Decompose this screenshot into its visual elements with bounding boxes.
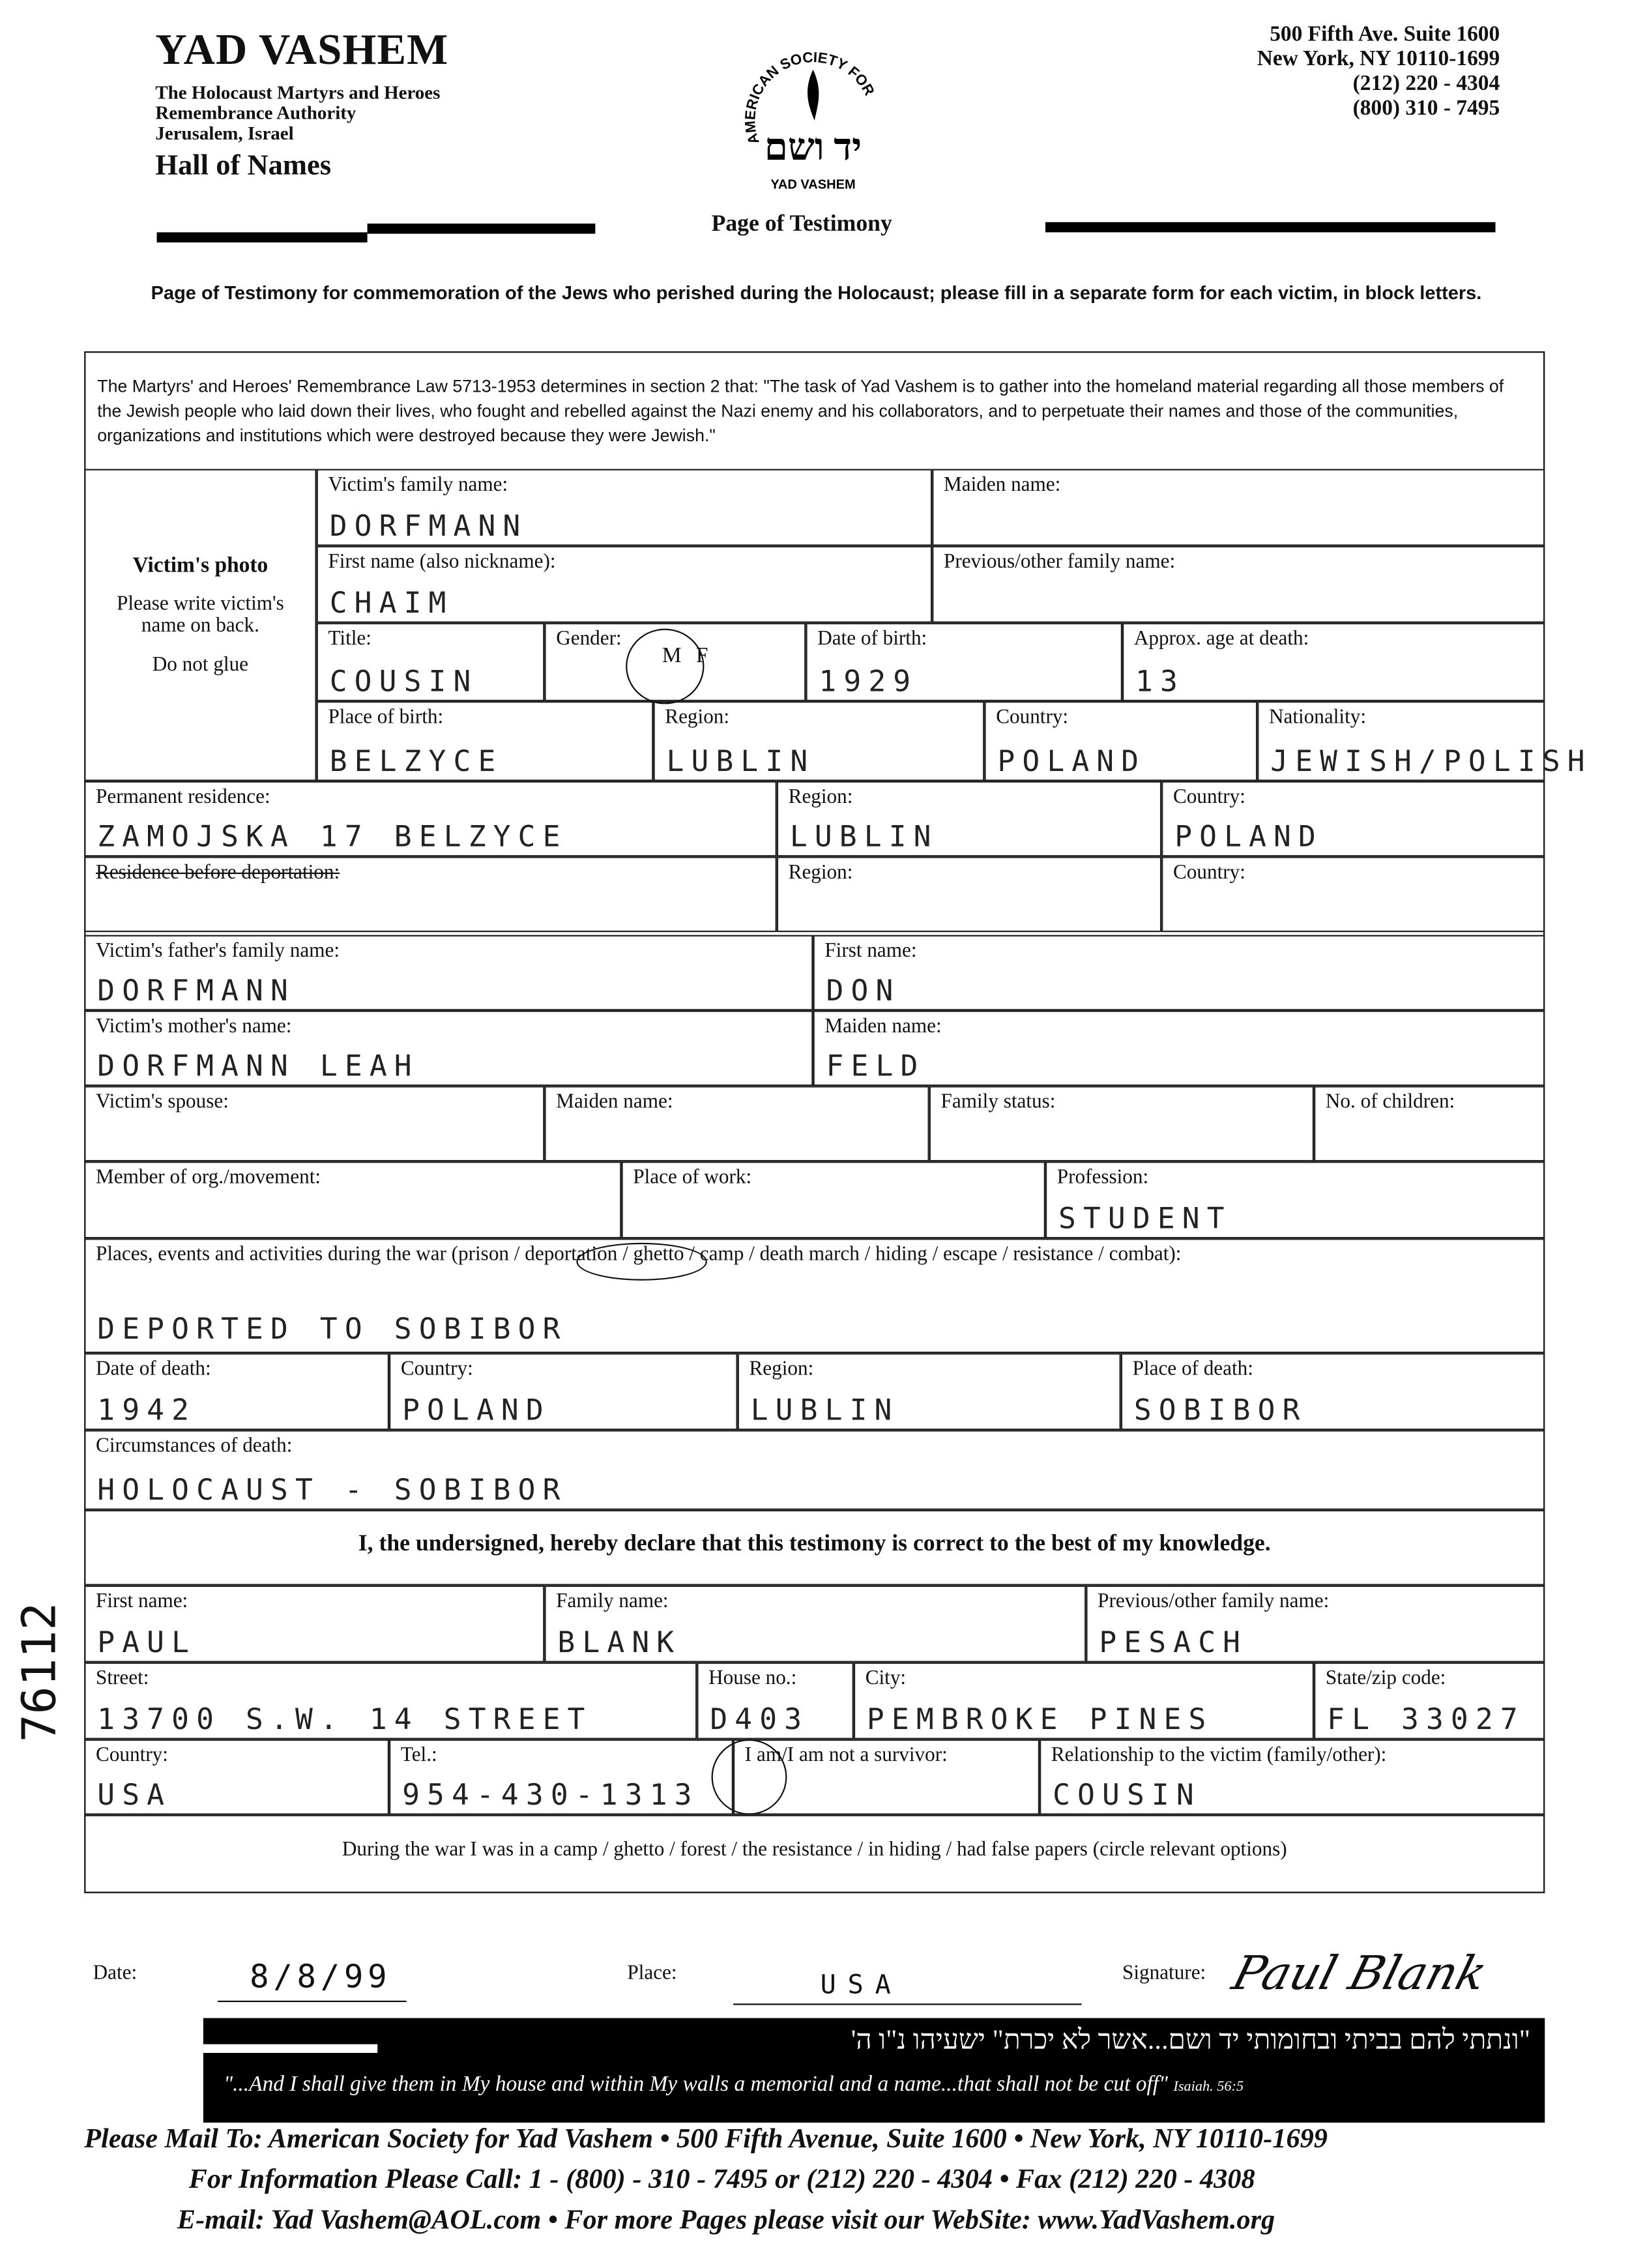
- first-label: First name:: [96, 1591, 188, 1613]
- spouse-label: Victim's spouse:: [96, 1092, 229, 1114]
- pob-region-value: LUBLIN: [666, 743, 815, 779]
- gender-circle-mark: [626, 629, 704, 705]
- city-label: City:: [865, 1668, 907, 1691]
- place-label: Place:: [627, 1962, 677, 1985]
- dob-field[interactable]: [806, 623, 1122, 701]
- father-family-value: DORFMANN: [97, 972, 295, 1008]
- profession-field[interactable]: [1045, 1161, 1545, 1238]
- father-first-field[interactable]: [813, 935, 1545, 1011]
- tel-value: 954-430-1313: [402, 1777, 699, 1812]
- work-field[interactable]: [621, 1161, 1045, 1238]
- dod-country-field[interactable]: [389, 1353, 738, 1430]
- place-line: [733, 2003, 1082, 2005]
- family-value: BLANK: [557, 1624, 682, 1660]
- spouse-field[interactable]: [84, 1086, 544, 1161]
- family-label: Family name:: [556, 1591, 669, 1613]
- rb-country-label: Country:: [1172, 862, 1245, 884]
- header-rule: [368, 224, 596, 234]
- places-label: Places, events and activities during the war (prison / deportation / ghetto / camp / death march / hiding / escape / resistance / combat):: [96, 1244, 1182, 1266]
- place-value[interactable]: USA: [820, 1970, 903, 2001]
- previous-name-field[interactable]: [932, 546, 1545, 623]
- declaration-field[interactable]: [84, 1510, 1545, 1586]
- first-name-label: First name (also nickname):: [328, 551, 556, 574]
- work-label: Place of work:: [633, 1167, 752, 1189]
- first-field[interactable]: [84, 1586, 544, 1663]
- residence-value: ZAMOJSKA 17 BELZYCE: [97, 819, 568, 854]
- maiden-name-field[interactable]: [932, 469, 1545, 546]
- pob-country-field[interactable]: [984, 701, 1257, 781]
- victim-photo-box: [84, 469, 316, 781]
- spouse-maiden-label: Maiden name:: [556, 1092, 673, 1114]
- zip-label: State/zip code:: [1325, 1668, 1446, 1691]
- pob-country-value: POLAND: [997, 743, 1146, 779]
- english-quote: "...And I shall give them in My house and within My walls a memorial and a name...that shall not be cut off": [224, 2073, 1169, 2097]
- nationality-value: JEWISH/POLISH: [1270, 743, 1592, 779]
- previous-field[interactable]: [1086, 1586, 1545, 1663]
- dob-label: Date of birth:: [817, 628, 927, 651]
- house-label: House no.:: [708, 1668, 797, 1691]
- country-label: Country:: [96, 1745, 168, 1767]
- svg-text:AMERICAN SOCIETY FOR: AMERICAN SOCIETY FOR: [742, 49, 878, 147]
- res-country-label: Country:: [1172, 787, 1245, 809]
- nationality-field[interactable]: [1257, 701, 1592, 781]
- res-before-field[interactable]: [84, 856, 777, 932]
- circumstances-label: Circumstances of death:: [96, 1436, 293, 1458]
- signature: Paul Blank: [1227, 1945, 1493, 2001]
- family-field[interactable]: [544, 1586, 1086, 1663]
- father-first-label: First name:: [824, 940, 917, 963]
- family-name-field[interactable]: [317, 469, 933, 546]
- dod-field[interactable]: [84, 1353, 389, 1430]
- father-family-field[interactable]: [84, 935, 813, 1011]
- dod-place-field[interactable]: [1121, 1353, 1545, 1430]
- address-line: New York, NY 10110-1699: [1257, 48, 1500, 72]
- date-label: Date:: [93, 1962, 138, 1985]
- page-title: Page of Testimony: [711, 212, 892, 237]
- dod-region-value: LUBLIN: [750, 1392, 899, 1427]
- zip-value: FL 33027: [1327, 1701, 1525, 1737]
- circumstances-value: HOLOCAUST - SOBIBOR: [97, 1472, 568, 1507]
- previous-label: Previous/other family name:: [1098, 1591, 1330, 1613]
- title-label: Title:: [328, 628, 371, 651]
- org-field[interactable]: [84, 1161, 621, 1238]
- dod-value: 1942: [97, 1392, 197, 1427]
- profession-value: STUDENT: [1058, 1200, 1232, 1236]
- relationship-value: COUSIN: [1053, 1777, 1201, 1812]
- pob-country-label: Country:: [996, 706, 1069, 729]
- header-rule: [1045, 222, 1496, 233]
- mother-field[interactable]: [84, 1010, 813, 1086]
- header-rule: [157, 232, 368, 242]
- dod-region-field[interactable]: [738, 1353, 1121, 1430]
- scripture-banner: [203, 2018, 1545, 2123]
- profession-label: Profession:: [1056, 1167, 1149, 1189]
- zip-field[interactable]: [1314, 1663, 1545, 1739]
- org-subtitle: [155, 83, 440, 144]
- previous-name-label: Previous/other family name:: [944, 551, 1176, 574]
- date-line: [218, 2001, 407, 2002]
- hebrew-quote: "ונתתי להם בביתי ובחומותי יד ושם...אשר לא יכרת" ישעיהו נ"ו ה': [851, 2025, 1530, 2056]
- rb-region-label: Region:: [788, 862, 853, 884]
- org-line: The Holocaust Martyrs and Heroes: [155, 81, 441, 104]
- photo-title: Victim's photo: [132, 554, 269, 578]
- relationship-field[interactable]: [1040, 1739, 1545, 1815]
- hall-of-names: Hall of Names: [155, 149, 332, 182]
- residence-field[interactable]: [84, 781, 777, 857]
- first-value: PAUL: [97, 1624, 197, 1660]
- dod-label: Date of death:: [96, 1359, 211, 1381]
- first-name-value: CHAIM: [329, 585, 454, 620]
- gender-label: Gender:: [556, 628, 622, 651]
- circumstances-field[interactable]: [84, 1430, 1545, 1510]
- country-value: USA: [97, 1777, 172, 1812]
- res-before-label: Residence before deportation:: [96, 862, 340, 884]
- res-country-value: POLAND: [1174, 819, 1323, 854]
- maiden-name-label: Maiden name:: [944, 474, 1061, 497]
- org-line: Remembrance Authority: [155, 101, 357, 124]
- family-name-value: DORFMANN: [329, 508, 528, 544]
- deportation-circle-mark: [576, 1243, 706, 1281]
- father-first-value: DON: [826, 972, 901, 1008]
- pob-label: Place of birth:: [328, 706, 444, 729]
- res-region-label: Region:: [788, 787, 853, 809]
- children-field[interactable]: [1314, 1086, 1545, 1161]
- address-line: (212) 220 - 4304: [1352, 72, 1500, 96]
- dob-value: 1929: [819, 663, 918, 699]
- street-label: Street:: [96, 1668, 149, 1691]
- signature-label: Signature:: [1122, 1962, 1206, 1985]
- dod-place-value: SOBIBOR: [1133, 1392, 1307, 1427]
- mail-to-line: Please Mail To: American Society for Yad Vashem • 500 Fifth Avenue, Suite 1600 • New York, NY 10110-1699: [84, 2124, 1328, 2155]
- svg-text:יד ושם: יד ושם: [764, 126, 862, 169]
- pob-field[interactable]: [317, 701, 654, 781]
- city-value: PEMBROKE PINES: [866, 1701, 1214, 1737]
- previous-value: PESACH: [1099, 1624, 1248, 1660]
- pob-value: BELZYCE: [329, 743, 503, 779]
- survivor-circle-mark: [712, 1739, 787, 1815]
- age-field[interactable]: [1122, 623, 1545, 701]
- city-field[interactable]: [854, 1663, 1314, 1739]
- pob-region-field[interactable]: [653, 701, 984, 781]
- rb-country-field[interactable]: [1161, 856, 1545, 932]
- residence-label: Permanent residence:: [96, 787, 270, 809]
- res-region-value: LUBLIN: [789, 819, 939, 854]
- dod-place-label: Place of death:: [1132, 1359, 1253, 1381]
- relationship-label: Relationship to the victim (family/other):: [1051, 1745, 1387, 1767]
- org-title: YAD VASHEM: [155, 26, 449, 74]
- dod-country-label: Country:: [400, 1359, 473, 1381]
- mother-maiden-field[interactable]: [813, 1010, 1545, 1086]
- family-name-label: Victim's family name:: [328, 474, 508, 497]
- title-value: COUSIN: [329, 663, 478, 699]
- rb-region-field[interactable]: [777, 856, 1161, 932]
- house-field[interactable]: [697, 1663, 854, 1739]
- first-name-field[interactable]: [317, 546, 933, 623]
- dod-region-label: Region:: [749, 1359, 814, 1381]
- svg-text:YAD VASHEM: YAD VASHEM: [770, 177, 856, 192]
- org-label: Member of org./movement:: [96, 1167, 321, 1189]
- spouse-maiden-field[interactable]: [544, 1086, 929, 1161]
- war-note-field[interactable]: [84, 1815, 1545, 1893]
- survivor-label: I am/I am not a survivor:: [744, 1745, 948, 1767]
- places-value: DEPORTED TO SOBIBOR: [97, 1311, 568, 1346]
- title-field[interactable]: [317, 623, 545, 701]
- nationality-label: Nationality:: [1269, 706, 1367, 729]
- intro-text: Page of Testimony for commemoration of the Jews who perished during the Holocaust; please fill in a separate form for each victim, in block letters.: [151, 282, 1482, 304]
- mother-label: Victim's mother's name:: [96, 1016, 292, 1038]
- pob-region-label: Region:: [665, 706, 730, 729]
- law-text: The Martyrs' and Heroes' Remembrance Law 5713-1953 determines in section 2 that: "The task of Yad Vashem is to gather into the homeland material regarding all those members of the Jewish people who laid down their lives, who fought and rebelled against the Nazi enemy and his collaborators, and to perpetuate their names and those of the communities, organizations and institutions which were destroyed because they were Jewish.": [97, 375, 1504, 446]
- mother-value: DORFMANN LEAH: [97, 1048, 419, 1083]
- war-note-text: During the war I was in a camp / ghetto / forest / the resistance / in hiding / had false papers (circle relevant options): [342, 1839, 1287, 1861]
- address-line: (800) 310 - 7495: [1352, 97, 1500, 121]
- father-family-label: Victim's father's family name:: [96, 940, 340, 963]
- house-value: D403: [710, 1701, 809, 1737]
- gender-option[interactable]: F: [695, 645, 714, 668]
- places-field[interactable]: [84, 1238, 1545, 1353]
- family-status-label: Family status:: [940, 1092, 1056, 1114]
- res-country-field[interactable]: [1161, 781, 1545, 857]
- tel-label: Tel.:: [400, 1745, 437, 1767]
- org-line: Jerusalem, Israel: [155, 122, 294, 144]
- mother-maiden-label: Maiden name:: [824, 1016, 942, 1038]
- gender-option[interactable]: M: [662, 645, 688, 668]
- res-region-field[interactable]: [777, 781, 1161, 857]
- society-logo: [733, 40, 893, 200]
- mother-maiden-value: FELD: [826, 1048, 925, 1083]
- address-line: 500 Fifth Ave. Suite 1600: [1270, 23, 1500, 47]
- phone-line: For Information Please Call: 1 - (800) - 310 - 7495 or (212) 220 - 4304 • Fax (212) 220 - 4308: [188, 2164, 1255, 2196]
- date-value[interactable]: 8/8/99: [250, 1960, 392, 1997]
- street-field[interactable]: [84, 1663, 697, 1739]
- street-value: 13700 S.W. 14 STREET: [97, 1701, 592, 1737]
- age-value: 13: [1135, 663, 1186, 699]
- declaration-text: I, the undersigned, hereby declare that this testimony is correct to the best of my knowledge.: [358, 1532, 1271, 1557]
- tel-field[interactable]: [389, 1739, 733, 1815]
- children-label: No. of children:: [1325, 1092, 1455, 1114]
- photo-glue-note: Do not glue: [152, 654, 249, 677]
- family-status-field[interactable]: [929, 1086, 1314, 1161]
- age-label: Approx. age at death:: [1133, 628, 1309, 651]
- address-block: [1257, 23, 1500, 122]
- photo-note: Please write victim's name on back.: [117, 594, 284, 637]
- email-line: E-mail: Yad Vashem@AOL.com • For more Pages please visit our WebSite: www.YadVashem.org: [177, 2205, 1275, 2236]
- side-reference-number: 76112: [11, 1602, 67, 1743]
- dod-country-value: POLAND: [402, 1392, 551, 1427]
- country-field[interactable]: [84, 1739, 389, 1815]
- quote-reference: Isaiah. 56:5: [1173, 2079, 1244, 2095]
